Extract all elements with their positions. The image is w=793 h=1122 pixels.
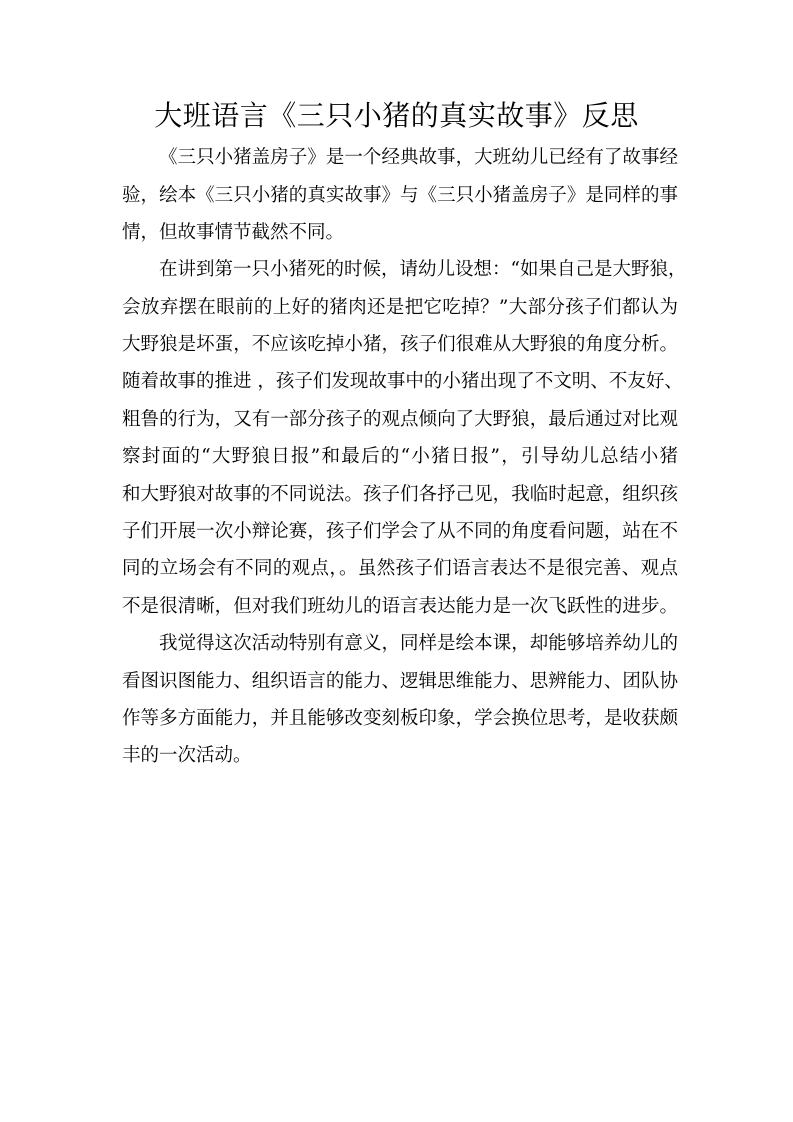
paragraph-2-line-5: 粗鲁的行为，又有一部分孩子的观点倾向了大野狼，最后通过对比观 — [122, 409, 678, 430]
paragraph-2-line-3: 大野狼是坏蛋，不应该吃掉小猪，孩子们很难从大野狼的角度分析。 — [122, 334, 678, 355]
paragraph-3-line-1: 我觉得这次活动特别有意义，同样是绘本课，却能够培养幼儿的 — [159, 633, 678, 654]
paragraph-2-line-9: 同的立场会有不同的观点，。虽然孩子们语言表达不是很完善、观点 — [122, 558, 678, 579]
paragraph-3-line-2: 看图识图能力、组织语言的能力、逻辑思维能力、思辨能力、团队协 — [122, 671, 678, 692]
paragraph-1-line-1: 《三只小猪盖房子》是一个经典故事，大班幼儿已经有了故事经 — [159, 147, 678, 168]
paragraph-3-line-4: 丰的一次活动。 — [122, 745, 252, 766]
paragraph-1-line-2: 验，绘本《三只小猪的真实故事》与《三只小猪盖房子》是同样的事 — [122, 185, 678, 206]
paragraph-2-line-8: 子们开展一次小辩论赛，孩子们学会了从不同的角度看问题，站在不 — [122, 521, 678, 542]
paragraph-2-line-7: 和大野狼对故事的不同说法。孩子们各抒己见，我临时起意，组织孩 — [122, 484, 678, 505]
paragraph-3-line-3: 作等多方面能力，并且能够改变刻板印象，学会换位思考，是收获颇 — [122, 708, 678, 729]
paragraph-1-line-3: 情，但故事情节截然不同。 — [122, 222, 345, 243]
paragraph-2-line-2: 会放弃摆在眼前的上好的猪肉还是把它吃掉？”大部分孩子们都认为 — [122, 297, 678, 318]
document-title: 大班语言《三只小猪的真实故事》反思 — [154, 99, 639, 132]
paragraph-2-line-6: 察封面的“大野狼日报”和最后的“小猪日报”，引导幼儿总结小猪 — [122, 446, 678, 467]
paragraph-2-line-1: 在讲到第一只小猪死的时候，请幼儿设想：“如果自己是大野狼， — [159, 259, 687, 280]
paragraph-2-line-10: 不是很清晰，但对我们班幼儿的语言表达能力是一次飞跃性的进步。 — [122, 596, 678, 617]
paragraph-2-line-4: 随着故事的推进 ，孩子们发现故事中的小猪出现了不文明、不友好、 — [122, 371, 683, 392]
